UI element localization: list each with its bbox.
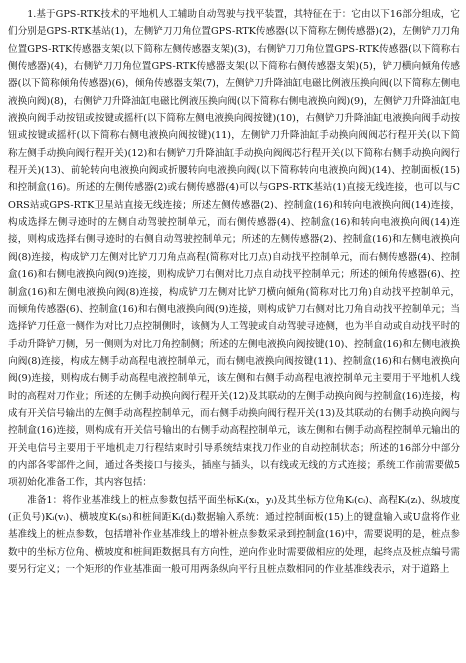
claim-paragraph: 1.基于GPS-RTK技术的平地机人工辅助自动驾驶与找平装置，其特征在于：它由以下16部分组成，它们分别是GPS-RTK基站(1)，左侧铲刀刀角位置GPS-RTK传感器(以下简称左侧传感器)(2)，左侧铲刀刀角位置GPS-RTK传感器支架(以下简称左侧传感器支架)(3)，右侧铲刀刀角位置GPS-RTK传感器(以下简称右侧传感器)(4)，右侧铲刀刀角位置GPS-RTK传感器支架(以下简称右侧传感器支架)(5)，铲刀横向倾角传感器(以下简称倾角传感器)(6)，倾角传感器支架(7)，左侧铲刀升降油缸电磁比例液压换向阀(以下简称左侧电液换向阀)(8)，右侧铲刀升降油缸电磁比例液压换向阀(以下简称右侧电液换向阀)(9)，左侧铲刀升降油缸电液换向阀手动按钮或按键或摇杆(以下简称左侧电液换向阀按键)(10)，右侧铲刀升降油缸电液换向阀手动按钮或按键或摇杆(以下简称右侧电液换向阀按键)(11)，左侧铲刀升降油缸手动换向阀阀芯行程开关(以下简称左侧手动换向阀行程开关)(12)和右侧铲刀升降油缸手动换向阀阀芯行程开关(以下简称右侧手动换向阀行程开关)(13)、前轮转向电液换向阀或折腰转向电液换向阀(以下简称转向电液换向阀)(14)、控制面板(15)和控制盒(16)。所述的左侧传感器(2)或右侧传感器(4)可以与GPS-RTK基站(1)直接无线连接，也可以与CORS站或GPS-RTK卫星站直接无线连接；所述左侧传感器(2)、控制盒(16)和转向电液换向阀(14)连接，构成选择左侧寻迹时的左侧自动驾驶控制单元，而右侧传感器(4)、控制盒(16)和转向电液换向阀(14)连接，则构成选择右侧寻迹时的右侧自动驾驶控制单元；所述的左侧传感器(2)、控制盒(16)和左侧电液换向阀(8)连接，构成铲刀左侧对比铲刀刀角点高程(简称对比刀点)自动找平控制单元，而右侧传感器(4)、控制盒(16)和右侧电液换向阀(9)连接，则构成铲刀右侧对比刀点自动找平控制单元；所述的倾角传感器(6)、控制盒(16)和左侧电液换向阀(8)连接，构成铲刀左侧对比铲刀横向倾角(简称对比刀角)自动找平控制单元，而倾角传感器(6)、控制盒(16)和右侧电液换向阀(9)连接，则构成铲刀右侧对比刀角自动找平控制单元；当选择铲刀任意一侧作为对比刀点控制侧时，该侧为人工驾驶或自动驾驶寻迹侧，也为半自动或自动找平时的手动升降铲刀侧，另一侧则为对比刀角控制侧；所述的左侧电液换向阀按键(10)、控制盒(16)和左侧电液换向阀(8)连接，构成左侧手动高程电液控制单元，而右侧电液换向阀按键(11)、控制盒(16)和右侧电液换向阀(9)连接，则构成右侧手动高程电液控制单元，该左侧和右侧手动高程电液控制单元主要用于平地机人线时的高程对刀作业；所述的左侧手动换向阀行程开关(12)及其联动的左侧手动换向阀与控制盒(16)连接，构成有开关信号输出的左侧手动高程控制单元，而右侧手动换向阀行程开关(13)及其联动的右侧手动换向阀与控制盒(16)连接，则构成有开关信号输出的右侧手动高程控制单元，该左侧和右侧手动高程控制单元输出的开关电信号主要用于平地机走刀行程结束时引导系统结束找刀作业的自动控制状态；所述的16部分中部分的内部各零部件之间，通过各类接口与接头，插座与插头，以有线或无线的方式连接；系统工作前需要做5项初始化准备工作，其内容包括： xyxy=(8,9,460,489)
preparation-paragraph: 准备1：将作业基准线上的桩点参数包括平面坐标Kᵢ(xᵢ，yᵢ)及其坐标方位角Kᵢ(cᵢ)、高程Kᵢ(zᵢ)、纵坡度(正负号)Kᵢ(vᵢ)、横坡度Kᵢ(sᵢ)和桩间距Kᵢ(dᵢ)数据输入系统：通过控制面板(15)上的键盘输入或U盘将作业基准线上的桩点参数，包括增补作业基准线上的增补桩点参数采录到控制盒(16)中，需要说明的是，桩点参数中的坐标方位角、横坡度和桩间距数据具有方向性，逆向作业时需要做相应的处理，起终点及桩点编号需要另行定义；一个矩形的作业基准面一般可用两条纵向平行且桩点数相同的作业基准线表示，对于道路上 xyxy=(8,494,460,575)
